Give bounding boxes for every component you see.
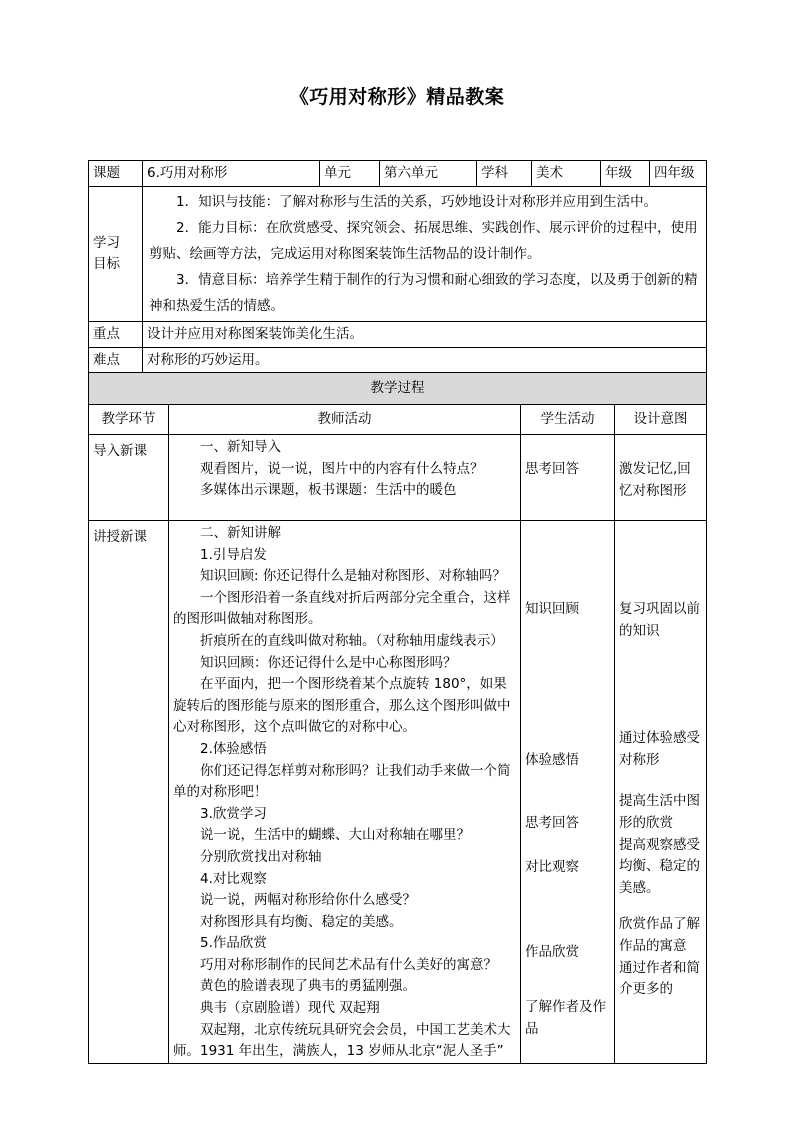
- objective-item: 1．知识与技能：了解对称形与生活的关系，巧妙地设计对称形并应用到生活中。: [176, 194, 658, 210]
- grade-value: 四年级: [650, 161, 707, 187]
- grade-label: 年级: [601, 161, 650, 187]
- key-point-label: 重点: [89, 322, 143, 348]
- objectives-label: 学习 目标: [89, 187, 143, 322]
- objectives-content: [143, 187, 707, 322]
- lecture-row: [89, 521, 707, 1064]
- difficulty-label: 难点: [89, 348, 143, 374]
- difficulty-row: [89, 348, 707, 374]
- objectives-row: [89, 187, 707, 322]
- process-band-row: [89, 373, 707, 405]
- subject-label: 学科: [477, 161, 532, 187]
- key-point-row: [89, 322, 707, 348]
- objective-item: 3．情意目标：培养学生精于制作的行为习惯和耐心细致的学习态度，以及勇于创新的精神和热爱生活的情感。: [149, 272, 698, 314]
- info-row: [89, 161, 707, 187]
- difficulty-text: 对称形的巧妙运用。: [143, 348, 707, 374]
- lecture-teacher: 二、新知讲解 1.引导启发 知识回顾: 你还记得什么是轴对称图形、对称轴吗？ 一个图形沿着一条直线对折后两部分完全重合，这样的图形叫做轴对称图形。 折痕所在的直线叫做对称轴。（对称轴用虚线表示） 知识回顾：你还记得什么是中心称图形吗？ 在平面内，把一个图形绕着某个点旋转 180°，如果旋转后的图形能与原来的图形重合，那么这个图形叫做中心对称图形，这个点叫做它的对称中心。 2.体验感悟 你们还记得怎样剪对称形吗？让我们动手来做一个简单的对称形吧！ 3.欣赏学习 说一说，生活中的蝴蝶、大山对称轴在哪里？ 分别欣赏找出对称轴 4.对比观察 说一说，两幅对称形给你什么感受？ 对称图形具有均衡、稳定的美感。 5.作品欣赏 巧用对称形制作的民间艺术品有什么美好的寓意？ 黄色的脸谱表现了典韦的勇猛刚强。 典韦（京剧脸谱）现代 双起翔 双起翔，北京传统玩具研究会会员，中国工艺美术大师。1931 年出生，满族人，13 岁师从北京“泥人圣手”: [169, 521, 521, 1064]
- intro-teacher: 一、新知导入 观看图片，说一说，图片中的内容有什么特点？ 多媒体出示课题，板书课题：生活中的暖色: [169, 435, 521, 521]
- unit-label: 单元: [320, 161, 380, 187]
- topic-label: 课题: [89, 161, 143, 187]
- process-band: 教学过程: [89, 373, 707, 405]
- lecture-student: 知识回顾 体验感悟 思考回答 对比观察 作品欣赏 了解作者及作品: [521, 521, 615, 1064]
- intro-stage: 导入新课: [89, 435, 169, 521]
- header-teacher: 教师活动: [169, 405, 521, 435]
- header-stage: 教学环节: [89, 405, 169, 435]
- header-student: 学生活动: [521, 405, 615, 435]
- process-table: [88, 372, 707, 1064]
- intro-row: [89, 435, 707, 521]
- intro-intent: 激发记忆,回忆对称图形: [615, 435, 707, 521]
- unit-value: 第六单元: [380, 161, 477, 187]
- page-title: 《巧用对称形》精品教案: [289, 86, 505, 108]
- subject-value: 美术: [532, 161, 601, 187]
- header-intent: 设计意图: [615, 405, 707, 435]
- lecture-stage: 讲授新课: [89, 521, 169, 1064]
- topic-value: 6.巧用对称形: [143, 161, 320, 187]
- lecture-intent: 复习巩固以前的知识 通过体验感受对称形 提高生活中图形的欣赏 提高观察感受均衡、稳定的美感。 欣赏作品了解作品的寓意 通过作者和简介更多的: [615, 521, 707, 1064]
- key-point-text: 设计并应用对称图案装饰美化生活。: [143, 322, 707, 348]
- process-header-row: [89, 405, 707, 435]
- objective-item: 2．能力目标：在欣赏感受、探究领会、拓展思维、实践创作、展示评价的过程中，使用剪贴、绘画等方法，完成运用对称图案装饰生活物品的设计制作。: [149, 220, 698, 262]
- intro-student: 思考回答: [521, 435, 615, 521]
- lesson-plan-table: [88, 160, 707, 374]
